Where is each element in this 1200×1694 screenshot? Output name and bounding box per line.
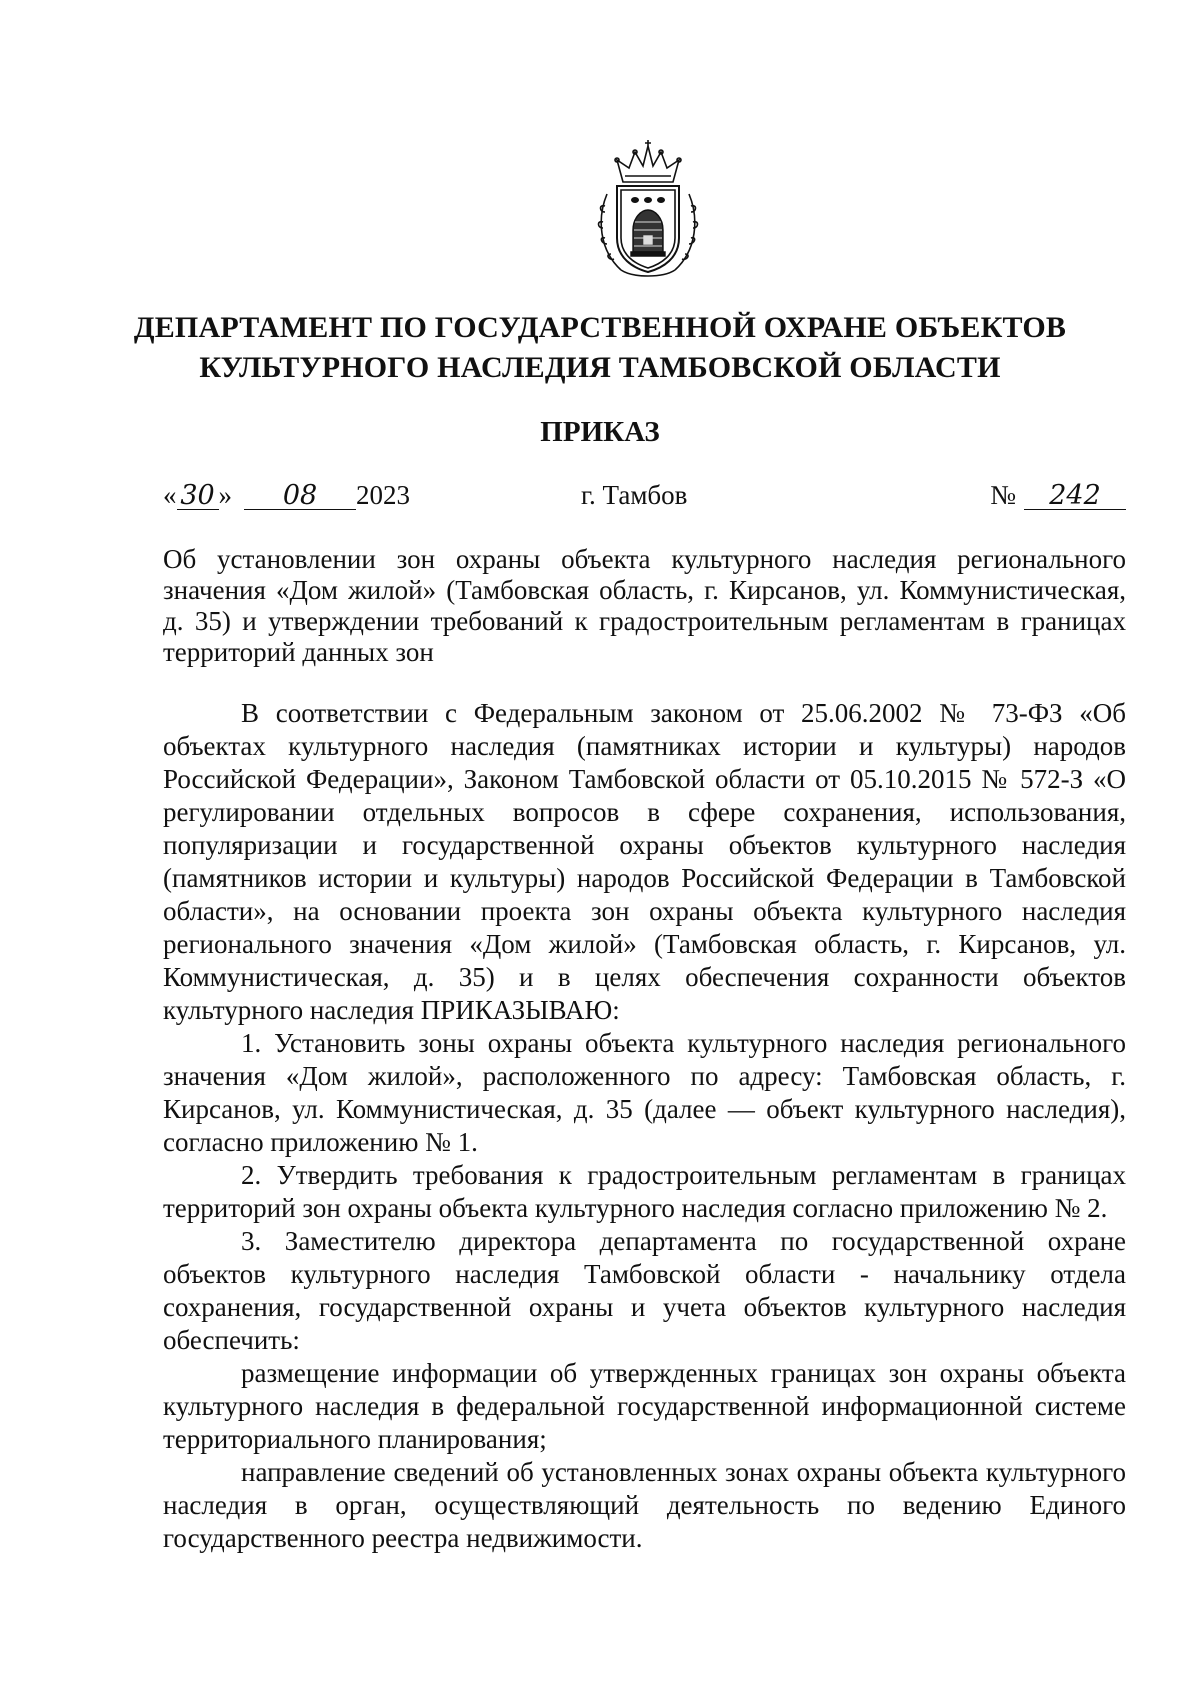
body-paragraph-item-1: 1. Установить зоны охраны объекта культурного наследия регионального значения «Дом жилой», расположенного по адресу: Тамбовская область, г. Кирсанов, ул. Коммунистическая, д. 35 (далее — объект культурного наследия), согласно приложению № 1.	[163, 1028, 1126, 1157]
body-paragraph-preamble: В соответствии с Федеральным законом от 25.06.2002 № 73-ФЗ «Об объектах культурного наследия (памятниках истории и культуры) народов Российской Федерации», Законом Тамбовской области от 05.10.2015 № 572-З «О регулировании отдельных вопросов в сфере сохранения, использования, популяризации и государственной охраны объектов культурного наследия (памятников истории и культуры) народов Российской Федерации в Тамбовской области», на основании проекта зон охраны объекта культурного наследия регионального значения «Дом жилой» (Тамбовская область, г. Кирсанов, ул. Коммунистическая, д. 35) и в целях обеспечения сохранности объектов культурного наследия ПРИКАЗЫВАЮ:	[163, 698, 1126, 1025]
body-paragraph-item-3-sub-1: размещение информации об утвержденных границах зон охраны объекта культурного наследия в федеральной государственной информационной системе территориального планирования;	[163, 1358, 1126, 1454]
number-value: 242	[1024, 483, 1126, 510]
document-date	[163, 480, 410, 511]
document-city: г. Тамбов	[581, 480, 688, 510]
date-year: 2023	[356, 480, 410, 510]
document-type: ПРИКАЗ	[540, 416, 660, 448]
date-quote-open: «	[163, 480, 177, 510]
body-paragraph-item-3-sub-2: направление сведений об установленных зонах охраны объекта культурного наследия в орган, осуществляющий деятельность по ведению Единого государственного реестра недвижимости.	[163, 1457, 1126, 1553]
document-body	[163, 697, 1126, 1555]
organization-title-line-2: КУЛЬТУРНОГО НАСЛЕДИЯ ТАМБОВСКОЙ ОБЛАСТИ	[199, 351, 1001, 384]
body-paragraph-item-3: 3. Заместителю директора департамента по государственной охране объектов культурного наследия Тамбовской области - начальнику отдела сохранения, государственной охраны и учета объектов культурного наследия обеспечить:	[163, 1226, 1126, 1355]
document-meta	[163, 480, 1126, 520]
document-subject: Об установлении зон охраны объекта культурного наследия регионального значения «Дом жилой» (Тамбовская область, г. Кирсанов, ул. Коммунистическая, д. 35) и утверждении требований к градостроительным регламентам в границах территорий данных зон	[163, 544, 1126, 667]
date-day: 30	[177, 483, 219, 510]
body-paragraph-item-2: 2. Утвердить требования к градостроительным регламентам в границах территорий зон охраны объекта культурного наследия согласно приложению № 2.	[163, 1160, 1126, 1223]
coat-of-arms-emblem	[593, 138, 703, 280]
number-label: №	[990, 480, 1016, 510]
date-quote-close: »	[218, 480, 232, 510]
document-number	[990, 480, 1126, 511]
organization-title-line-1: ДЕПАРТАМЕНТ ПО ГОСУДАРСТВЕННОЙ ОХРАНЕ ОБЪЕКТОВ	[133, 311, 1067, 344]
organization-title	[120, 308, 1080, 388]
date-month: 08	[244, 483, 356, 510]
